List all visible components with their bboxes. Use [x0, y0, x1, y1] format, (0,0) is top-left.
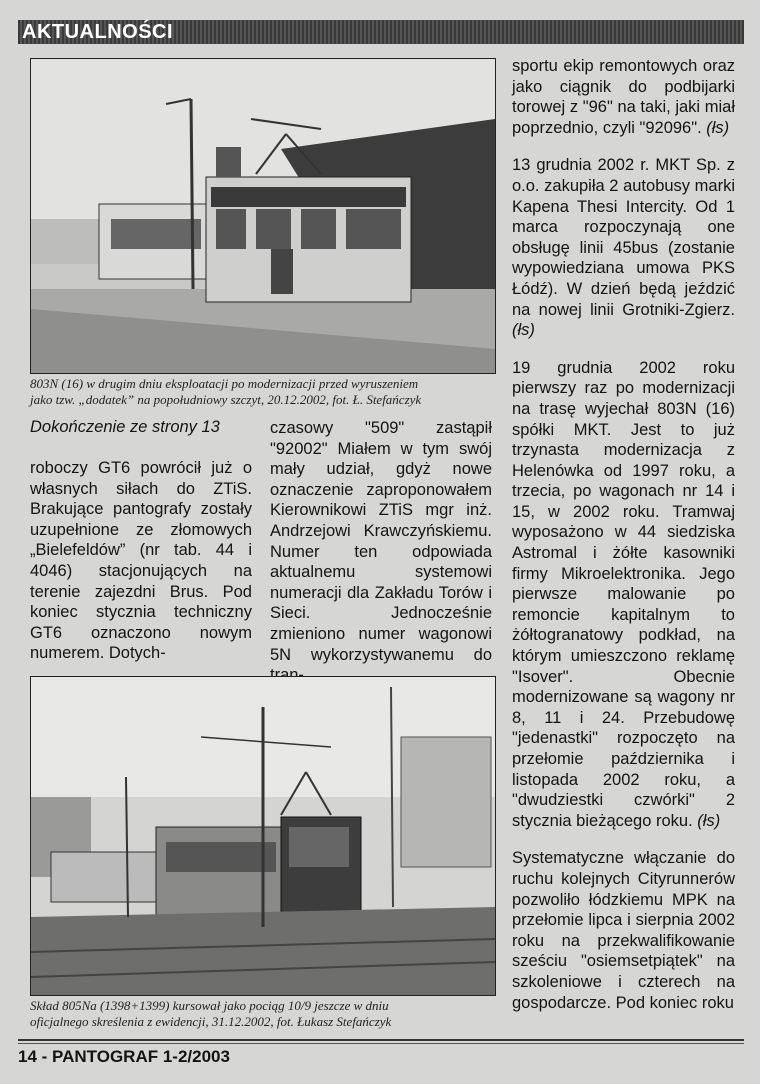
photo2-caption-line2: oficjalnego skreślenia z ewidencji, 31.12.2002, fot. Łukasz Stefańczyk: [30, 1014, 392, 1029]
tram-805na-photo: [30, 676, 496, 996]
tram-set-illustration: [31, 677, 495, 995]
article-column-2: [270, 418, 492, 686]
continuation-note: Dokończenie ze strony 13: [30, 418, 220, 436]
footer-rule: [18, 1039, 744, 1041]
column-2-text: czasowy "509" zastąpił "92002" Miałem w tym swój mały udział, gdyż nowe oznaczenie zaproponowałem Kierownikowi ZTiS mgr inż. Andrzejowi Krawczyńskiemu. Numer ten odpowiada aktualnemu systemowi numeracji dla Zakładu Torów i Sieci. Jednocześnie zmieniono numer wagonowi 5N wykorzystywanemu do: [270, 419, 492, 664]
col3-paragraph-1: [512, 56, 735, 138]
photo1-caption: [30, 376, 500, 408]
photo2-caption: [30, 998, 500, 1030]
col3-p1-signature: (łs): [706, 118, 730, 137]
section-header-bar: [18, 20, 744, 44]
photo1-caption-line1: 803N (16) w drugim dniu eksploatacji po modernizacji przed wyruszeniem: [30, 376, 419, 391]
col3-paragraph-2: [512, 155, 735, 340]
photo1-caption-line2: jako tzw. „dodatek” na popołudniowy szczyt, 20.12.2002, fot. Ł. Stefańczyk: [30, 392, 422, 407]
footer-rule-thin: [18, 1043, 744, 1044]
article-column-3: [512, 56, 735, 1030]
col3-p3-text: 19 grudnia 2002 roku pierwszy raz po modernizacji na trasę wyjechał 803N (16) spółki MKT. Jest to już trzynasta modernizacja z Helenówka od 1997 roku, a trzecia, po wagonach nr 14 i 15, w 2002 roku. Tramwaj wyposażono w 44 siedziska Astromal i żółte kasowniki firmy Mikroelektronika. Jego pierwsze malowanie po remoncie kapitalnym to żółtogranatowy podkład, na którym umieszczono reklamę "Isover". Obecnie modernizowane są wagony nr 8, 11 i 24. Przebudowę "jedenastki" rozpoczęto na przełomie października i listopada 2002 roku, a "dwudziestki czwórki" 2 stycznia bieżącego roku.: [512, 358, 735, 830]
col3-paragraph-3: [512, 358, 735, 832]
col3-p4-text: Systematyczne włączanie do ruchu kolejnych Cityrunnerów pozwoliło łódzkiemu MPK na przełomie lipca i sierpnia 2002 roku na przekwalifikowanie sześciu "osiemsetpiątek" na szkoleniowe i czterech na gospodarcze. Pod koniec roku: [512, 849, 735, 1012]
column-1-text: roboczy GT6 powrócił już o własnych siłach do ZTiS. Brakujące pantografy zostały uzupełnione ze złomowych „Bielefeldów” (nr tab. 44 i 4046) stacjonujących na terenie zajezdni Brus. Pod koniec stycznia techniczny GT6 oznaczono nowym numerem. Dotych-: [30, 459, 252, 663]
tram-illustration: [31, 59, 495, 373]
col3-paragraph-4: [512, 848, 735, 1013]
article-column-1: [30, 458, 252, 664]
col3-p2-text: 13 grudnia 2002 r. MKT Sp. z o.o. zakupiła 2 autobusy marki Kapena Thesi Intercity. Od 1 marca rozpoczynają one obsługę linii 45bus (zostanie wypowiedziana umowa PKS Łódź). W dzień będą jeździć na nowej linii Grotniki-Zgierz.: [512, 156, 735, 319]
col3-p3-signature: (łs): [697, 811, 721, 830]
col3-p2-signature: (łs): [512, 321, 535, 340]
col3-p1-text: sportu ekip remontowych oraz jako ciągnik do podbijarki torowej z "96" na taki, jaki miał poprzednio, czyli "92096".: [512, 57, 735, 137]
section-title: AKTUALNOŚCI: [22, 21, 174, 43]
page-footer: 14 - PANTOGRAF 1-2/2003: [18, 1047, 230, 1066]
photo2-caption-line1: Skład 805Na (1398+1399) kursował jako pociąg 10/9 jeszcze w dniu: [30, 998, 389, 1013]
tram-803n-photo: [30, 58, 496, 374]
